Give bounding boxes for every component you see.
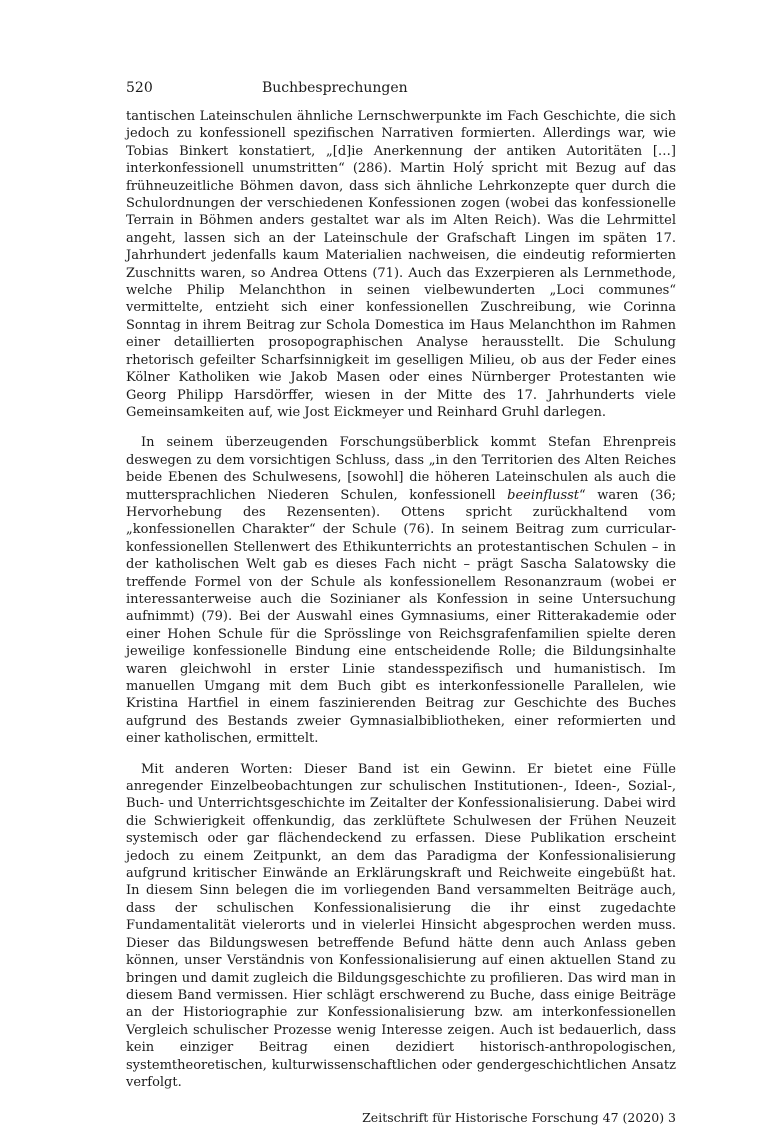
page-header — [126, 80, 676, 102]
review-body — [126, 108, 676, 1091]
running-head: Buchbesprechungen — [262, 80, 408, 96]
journal-footer: Zeitschrift für Historische Forschung 47 (2020) 3 — [362, 1110, 676, 1126]
paragraph-2-part-1: In seinem überzeugenden Forschungsüberblick kommt Stefan Ehrenpreis deswegen zu dem vorsichtigen Schluss, dass „in den Territorien des Alten Reiches beide Ebenen des Schulwesens, [sowohl] die höheren Lateinschulen als auch die muttersprachlichen Niederen Schulen, konfessionell — [126, 435, 676, 503]
document-page — [126, 80, 676, 1125]
page-number: 520 — [126, 80, 153, 96]
paragraph-1: tantischen Lateinschulen ähnliche Lernschwerpunkte im Fach Geschichte, die sich jedoch zu konfessionell spezifischen Narrativen formierten. Allerdings war, wie Tobias Binkert konstatiert, „[d]ie Anerkennung der antiken Autoritäten […] interkonfessionell unumstritten“ (286). Martin Holý spricht mit Bezug auf das frühneuzeitliche Böhmen davon, dass sich ähnliche Lehrkonzepte quer durch die Schulordnungen der verschiedenen Konfessionen zogen (wobei das konfessionelle Terrain in Böhmen anders gestaltet war als im Alten Reich). Was die Lehrmittel angeht, lassen sich an der Lateinschule der Grafschaft Lingen im späten 17. Jahrhundert jedenfalls kaum Materialien nachweisen, die eindeutig reformierten Zuschnitts waren, so Andrea Ottens (71). Auch das Exzerpieren als Lernmethode, welche Philip Melanchthon in seinen vielbewunderten „Loci communes“ vermittelte, entzieht sich einer konfessionellen Zuschreibung, wie Corinna Sonntag in ihrem Beitrag zur Schola Domestica im Haus Melanchthon im Rahmen einer detaillierten prosopographischen Analyse herausstellt. Die Schulung rhetorisch gefeilter Scharfsinnigkeit im geselligen Milieu, ob aus der Feder eines Kölner Katholiken wie Jakob Masen oder eines Nürnberger Protestanten wie Georg Philipp Harsdörffer, wiesen in der Mitte des 17. Jahrhunderts viele Gemeinsamkeiten auf, wie Jost Eickmeyer und Reinhard Gruhl darlegen. — [126, 109, 676, 420]
paragraph-2-part-2: “ waren (36; Hervorhebung des Rezensenten). Ottens spricht zurückhaltend vom „konfessionellen Charakter“ der Schule (76). In seinem Beitrag zum curricular-konfessionellen Stellenwert des Ethikunterrichts an protestantischen Schulen – in der katholischen Welt gab es dieses Fach nicht – prägt Sascha Salatowsky die treffende Formel von der Schule als konfessionellem Resonanzraum (wobei er interessanterweise auch die Sozinianer als Konfession in seine Untersuchung aufnimmt) (79). Bei der Auswahl eines Gymnasiums, einer Ritterakademie oder einer Hohen Schule für die Sprösslinge von Reichsgrafenfamilien spielte deren jeweilige konfessionelle Bindung eine entscheidende Rolle; die Bildungsinhalte waren gleichwohl in erster Linie standesspezifisch und humanistisch. Im manuellen Umgang mit dem Buch gibt es interkonfessionelle Parallelen, wie Kristina Hartfiel in einem faszinierenden Beitrag zur Geschichte des Buches aufgrund des Bestands zweier Gymnasialbibliotheken, einer reformierten und einer katholischen, ermittelt. — [126, 487, 676, 747]
paragraph-2 — [126, 434, 676, 747]
paragraph-2-emphasis: beeinflusst — [507, 487, 580, 503]
paragraph-3: Mit anderen Worten: Dieser Band ist ein Gewinn. Er bietet eine Fülle anregender Einzelbeobachtungen zur schulischen Institutionen-, Ideen-, Sozial-, Buch- und Unterrichtsgeschichte im Zeitalter der Konfessionalisierung. Dabei wird die Schwierigkeit offenkundig, das zerklüftete Schulwesen der Frühen Neuzeit systemisch oder gar flächendeckend zu erfassen. Diese Publikation erscheint jedoch zu einem Zeitpunkt, an dem das Paradigma der Konfessionalisierung aufgrund kritischer Einwände an Erklärungskraft und Reichweite eingebüßt hat. In diesem Sinn belegen die im vorliegenden Band versammelten Beiträge auch, dass der schulischen Konfessionalisierung die ihr einst zugedachte Fundamentalität vielerorts und in vielerlei Hinsicht abgesprochen werden muss. Dieser das Bildungswesen betreffende Befund hätte denn auch Anlass geben können, unser Verständnis von Konfessionalisierung auf einen aktuellen Stand zu bringen und damit zugleich die Bildungsgeschichte zu profilieren. Das wird man in diesem Band vermissen. Hier schlägt erschwerend zu Buche, dass einige Beiträge an der Historiographie zur Konfessionalisierung bzw. am interkonfessionellen Vergleich schulischer Prozesse wenig Interesse zeigen. Auch ist bedauerlich, dass kein einziger Beitrag einen dezidiert historisch-anthropologischen, systemtheoretischen, kulturwissenschaftlichen oder gendergeschichtlichen Ansatz verfolgt. — [126, 761, 676, 1090]
